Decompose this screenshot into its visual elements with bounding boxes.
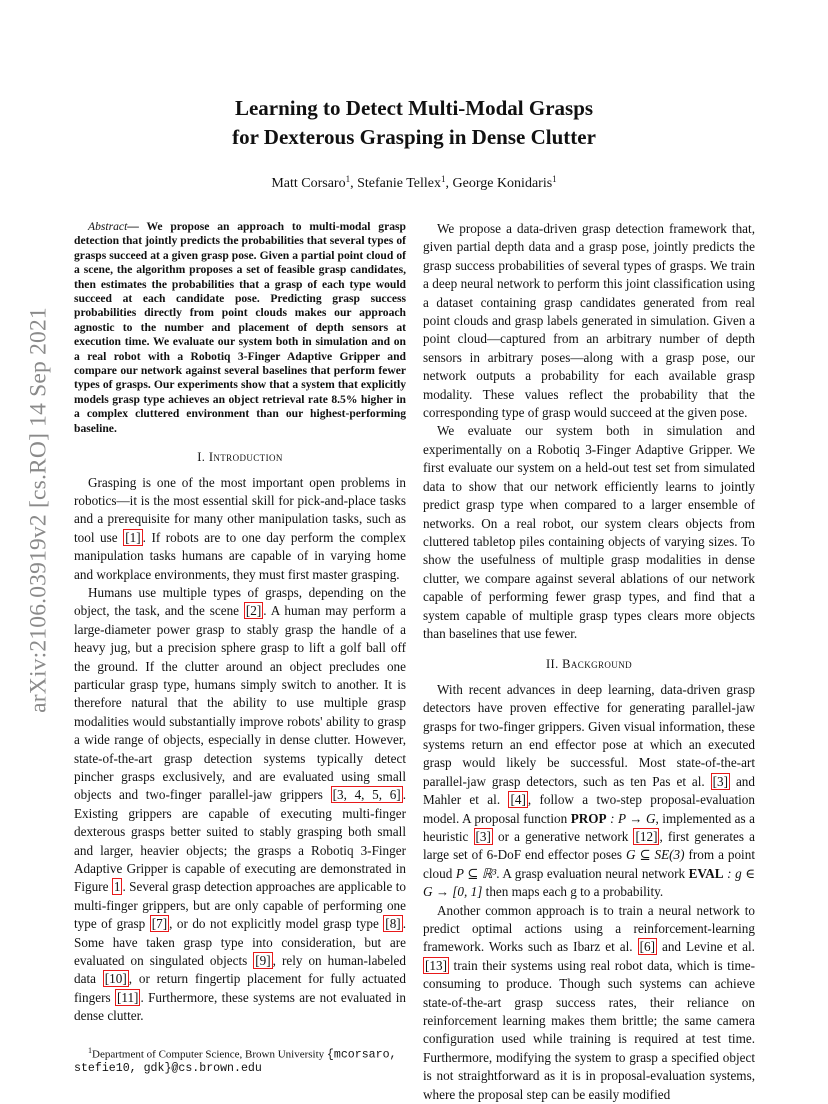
prop-function: PROP bbox=[570, 810, 607, 826]
affiliation-mark: 1 bbox=[345, 174, 351, 184]
citation-link[interactable]: [7] bbox=[151, 916, 168, 932]
right-paragraph-1: We propose a data-driven grasp detection framework that, given partial depth data and a grasp pose, jointly predicts the grasp success probabilities of several types of grasps. We train a deep neural network to perform this joint classification using a dataset containing grasp candidates generated from real point clouds and grasp labels generated in simulation. Given a point cloud—captured from an arbitrary number of depth sensors in arbitrary poses—along with a grasp pose, our network outputs a probability for each available grasp modality. These values reflect the probability that the corresponding type of grasp would succeed at the given pose. bbox=[423, 221, 755, 421]
citation-link[interactable]: [8] bbox=[385, 916, 401, 932]
right-paragraph-2: We evaluate our system both in simulation and experimentally on a Robotiq 3-Finger Adaptive Gripper. We first evaluate our system on a held-out test set from simulated data to show that our network efficiently learns to jointly predict grasp type when compared to a larger ensemble of networks. On a real robot, our system clears objects from cluttered tabletop piles containing objects of varying sizes. To show the usefulness of multiple grasp modalities in dense clutter, we compare against several ablations of our network capable of performing fewer grasp types, and find that a system capable of multiple grasp types clears more objects than baselines that use fewer. bbox=[423, 423, 755, 641]
eval-function: EVAL bbox=[688, 865, 724, 881]
citation-link[interactable]: [6] bbox=[639, 939, 655, 955]
background-paragraph-2: Another common approach is to train a neural network to predict optimal actions using a reinforcement-learning framework. Works such as Ibarz et al. [6] and Levine et al. [13] train their systems using real robot data, which is time-consuming to produce. Though such systems can achieve state-of-the-art grasp success rates, their reliance on reinforcement learning makes them brittle; the same camera configuration used while training is required at test time. Furthermore, modifying the system to grasp a specified object is not straightforward as it is in proposal-evaluation systems, where the proposal step can be easily modified bbox=[423, 902, 755, 1102]
author-emails: {mcorsaro, stefie10, gdk}@cs.brown.edu bbox=[74, 1048, 397, 1075]
author-name: George Konidaris bbox=[452, 176, 553, 191]
abstract-text: — We propose an approach to multi-modal grasp detection that jointly predicts the probabilities that several types of grasps succeed at a given grasp pose. Given a partial point cloud of a scene, the algorithm proposes a set of feasible grasp candidates, then estimates the probabilities that a grasp of each type would succeed at each candidate pose. Predicting grasp success probabilities directly from point clouds makes our approach agnostic to the number and placement of depth sensors at execution time. We evaluate our system both in simulation and on a real robot with a Robotiq 3-Finger Adaptive Gripper and compare our network against several baselines that perform fewer types of grasps. Our experiments show that a system that explicitly models grasp type achieves an object retrieval rate 8.5% higher in a complex cluttered environment than our highest-performing baseline. bbox=[74, 220, 406, 435]
citation-link[interactable]: [2] bbox=[245, 603, 262, 619]
figure-link[interactable]: 1 bbox=[113, 879, 121, 895]
section-heading-background: II. Background bbox=[545, 657, 632, 672]
right-column bbox=[423, 220, 755, 1104]
citation-link[interactable]: [10] bbox=[104, 971, 127, 987]
footnote-mark: 1 bbox=[88, 1045, 92, 1055]
author-list: Matt Corsaro$^1$, Stefanie Tellex$^1$, George Konidaris$^1$ bbox=[271, 174, 557, 191]
intro-paragraph-2: Humans use multiple types of grasps, depending on the object, the task, and the scene [2] . A human may perform a large-diameter power grasp to stably grasp the handle of a heavy jug, but a precision sphere grasp to lift a golf ball off the ground. If the clutter around an object precludes one particular grasp type, humans simply switch to another. It is therefore natural that the ability to use multiple grasp modalities would substantially improve robots' ability to grasp a wide range of objects, especially in dense clutter. However, state-of-the-art grasp detection systems typically detect pincher grasps exclusively, and are evaluated using small objects and two-finger parallel-jaw grippers [3, 4, 5, 6] . Existing grippers are capable of executing multi-finger dexterous grasps better suited to stably grasping both small and larger, heavier objects; the grasps a Robotiq 3-Finger Adaptive Gripper is capable of executing are demonstrated in Figure 1 . Several grasp detection approaches are applicable to multi-finger grippers, but are only capable of performing one type of grasp [7] , or do not explicitly model grasp type [8] . Some have taken grasp type into consideration, but are evaluated on singulated objects [9] , rely on human-labeled data [10] , or return fingertip placement for fully actuated fingers [11] . Furthermore, these systems are not evaluated in dense clutter. bbox=[74, 584, 407, 1024]
affiliation-mark: 1 bbox=[441, 174, 446, 184]
section-heading-introduction: I. Introduction bbox=[197, 450, 283, 465]
citation-link[interactable]: [3] bbox=[712, 773, 729, 789]
affiliation-footnote: $^1$Department of Computer Science, Brown University {mcorsaro, stefie10, gdk}@cs.brown.edu bbox=[74, 1045, 397, 1075]
author-name: Matt Corsaro bbox=[271, 176, 346, 191]
citation-link[interactable]: [11] bbox=[116, 989, 139, 1005]
abstract bbox=[74, 220, 406, 436]
affiliation-mark: 1 bbox=[552, 174, 557, 184]
citation-link[interactable]: [4] bbox=[510, 792, 526, 808]
intro-paragraph-1: Grasping is one of the most important open problems in robotics—it is the most essential skill for pick-and-place tasks and a prerequisite for many other manipulation tasks, such as tool use [1] . If robots are to one day perform the complex manipulation tasks humans are capable of in varying home and workplace environments, they must first master grasping. bbox=[74, 474, 406, 582]
citation-link[interactable]: [3] bbox=[475, 829, 491, 844]
author-name: Stefanie Tellex bbox=[357, 176, 441, 191]
background-paragraph-1: With recent advances in deep learning, data-driven grasp detectors have proven effective for generating parallel-jaw grasps for two-finger grippers. Given visual information, these systems return an end effector pose at which an executed grasp would likely be successful. Most state-of-the-art parallel-jaw grasp detectors, such as ten Pas et al. [3] and Mahler et al. [4] , follow a two-step proposal-evaluation model. A proposal function PROP : P → G, implemented as a heuristic [3] or a generative network [12] , first generates a large set of 6-DoF end effector poses G ⊆ SE(3) from a point cloud P ⊆ ℝ³. A grasp evaluation neural network EVAL : g ∈ G → [0, 1] then maps each g to a probability. bbox=[423, 681, 755, 900]
citation-link[interactable]: [1] bbox=[125, 529, 141, 545]
citation-link[interactable]: [12] bbox=[635, 829, 658, 844]
title-line-2: for Dexterous Grasping in Dense Clutter bbox=[232, 125, 596, 149]
abstract-label: Abstract bbox=[88, 220, 128, 233]
citation-link[interactable]: [9] bbox=[255, 953, 271, 969]
arxiv-identifier: arXiv:2106.03919v2 [cs.RO] 14 Sep 2021 bbox=[25, 307, 52, 713]
arxiv-sidebar-stamp bbox=[22, 290, 56, 730]
paper-title bbox=[0, 94, 828, 152]
title-line-1: Learning to Detect Multi-Modal Grasps bbox=[234, 96, 594, 120]
citation-link[interactable]: [13] bbox=[425, 957, 447, 973]
citation-link[interactable]: [3, 4, 5, 6] bbox=[332, 787, 401, 803]
left-column bbox=[74, 220, 406, 1075]
